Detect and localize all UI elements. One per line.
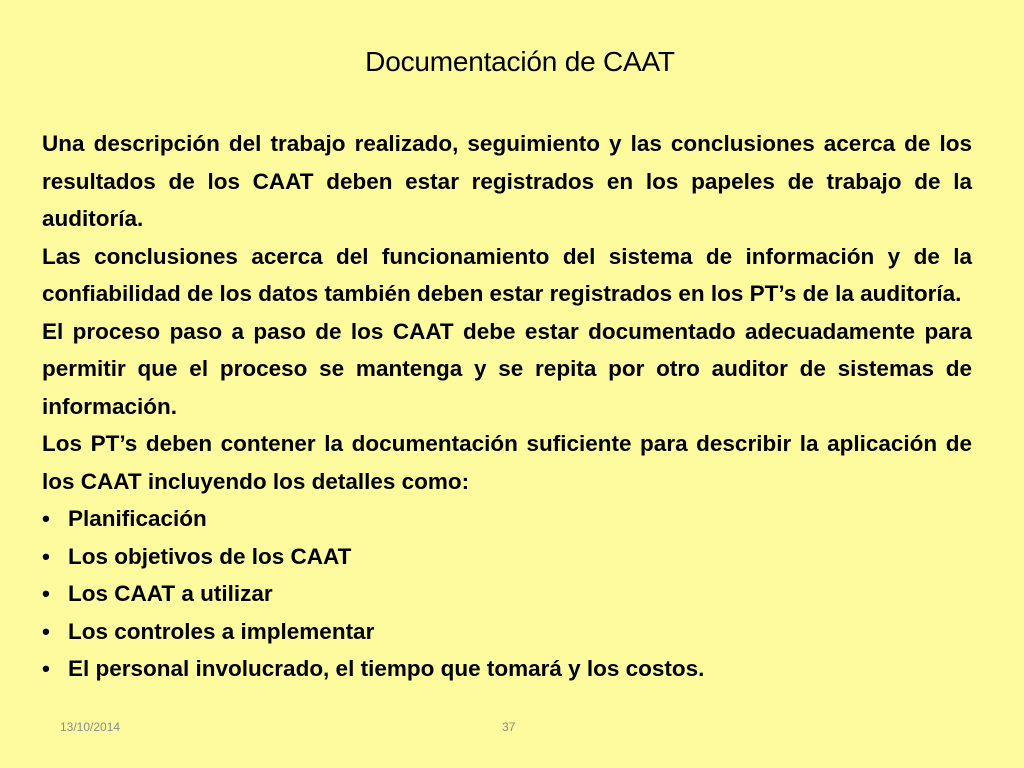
list-item-text: Los CAAT a utilizar [68,581,273,606]
paragraph-working-papers: Los PT’s deben contener la documentación suficiente para describir la aplicación de los CAAT incluyendo los detalles como: [42,431,972,494]
list-item [42,650,972,688]
list-item [42,575,972,613]
paragraph-conclusions: Las conclusiones acerca del funcionamiento del sistema de información y de la confiabilidad de los datos también deben estar registrados en los PT’s de la auditoría. [42,243,972,306]
bullet-icon: • [42,581,50,606]
footer-page-number: 37 [502,720,516,734]
list-item-text: Los controles a implementar [68,618,375,644]
list-item [42,613,972,651]
slide-body [42,125,972,688]
list-item [42,500,972,538]
details-bullet-list [42,500,972,688]
paragraph-description: Una descripción del trabajo realizado, seguimiento y las conclusiones acerca de los resultados de los CAAT deben estar registrados en los papeles de trabajo de la auditoría. [42,131,972,231]
list-item-text: El personal involucrado, el tiempo que tomará y los costos. [68,656,705,681]
bullet-icon: • [42,618,50,644]
list-item [42,538,972,576]
bullet-icon: • [42,506,50,531]
list-item-text: Los objetivos de los CAAT [68,543,352,569]
slide-title: Documentación de CAAT [365,46,675,77]
paragraph-process: El proceso paso a paso de los CAAT debe estar documentado adecuadamente para permitir que el proceso se mantenga y se repita por otro auditor de sistemas de información. [42,318,972,419]
list-item-text: Planificación [68,506,207,531]
bullet-icon: • [42,656,50,681]
bullet-icon: • [42,543,50,569]
footer-date: 13/10/2014 [60,720,121,734]
